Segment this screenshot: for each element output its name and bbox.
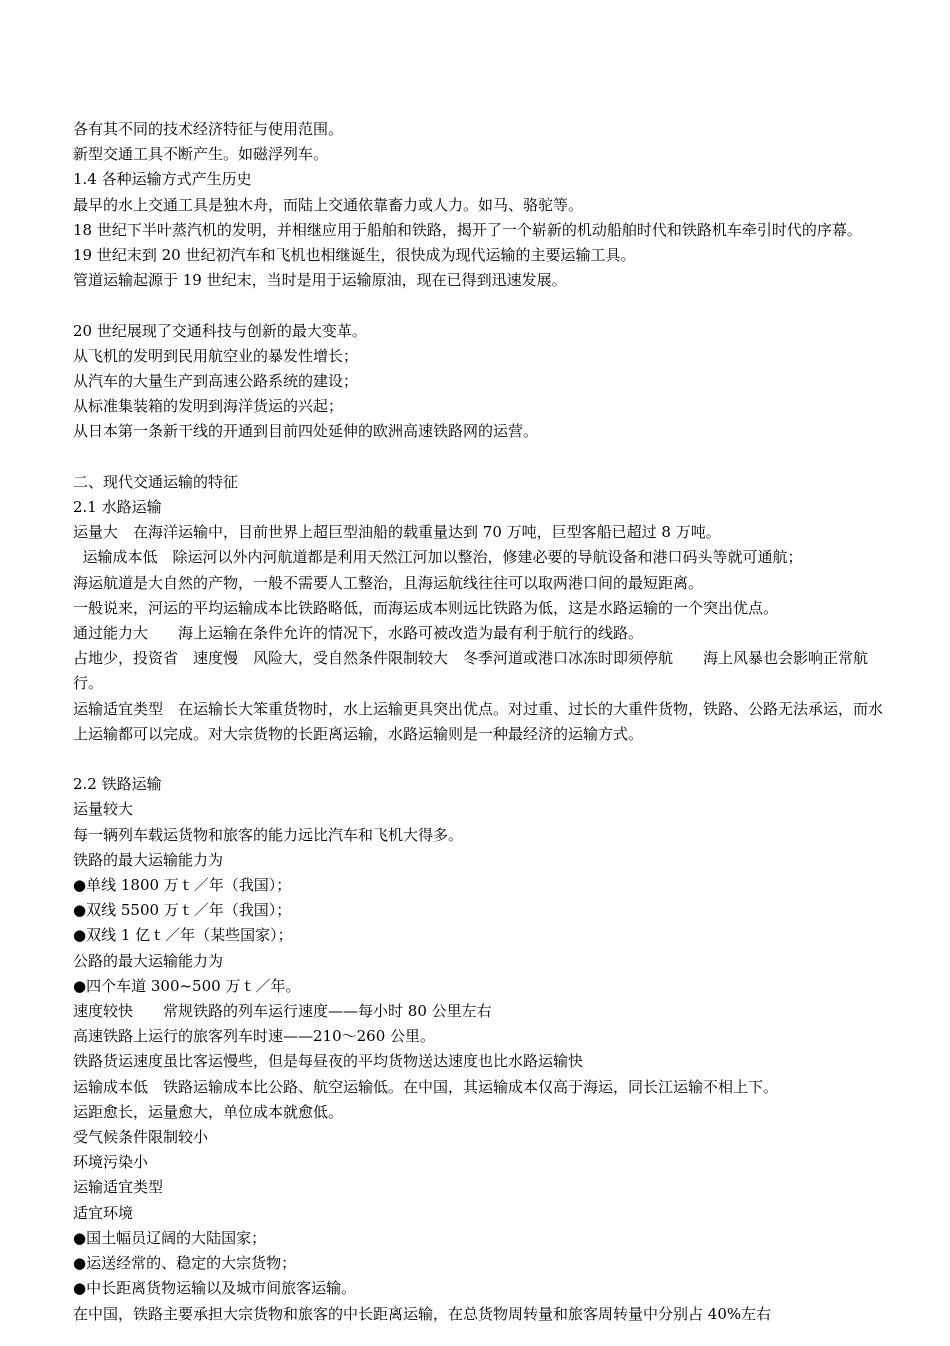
text-line: 公路的最大运输能力为 [73, 951, 224, 970]
text-line: 最早的水上交通工具是独木舟，而陆上交通依靠畜力或人力。如马、骆驼等。 [73, 195, 584, 214]
text-line: 铁路货运速度虽比客运慢些，但是每昼夜的平均货物送达速度也比水路运输快 [73, 1052, 584, 1071]
bullet-item: ●四个车道 300~500 万ｔ／年。 [73, 976, 301, 995]
text-line: 在中国，铁路主要承担大宗货物和旅客的中长距离运输，在总货物周转量和旅客周转量中分别占 40%左右 [73, 1304, 772, 1323]
section-heading: 2.1 水路运输 [73, 498, 162, 517]
text-line: 从汽车的大量生产到高速公路系统的建设； [73, 372, 359, 391]
text-line: 每一辆列车载运货物和旅客的能力远比汽车和飞机大得多。 [73, 825, 464, 844]
text-line: 19 世纪末到 20 世纪初汽车和飞机也相继诞生，很快成为现代运输的主要运输工具。 [73, 246, 636, 265]
text-line: 受气候条件限制较小 [73, 1128, 209, 1147]
section-heading: 1.4 各种运输方式产生历史 [73, 170, 252, 189]
paragraph: 运输适宜类型 在运输长大笨重货物时，水上运输更具突出优点。对过重、过长的大重件货物，铁路、公路无法承运，而水上运输都可以完成。对大宗货物的长距离运输，水路运输则是一种最经济的运输方式。 [73, 699, 884, 743]
text-line: 新型交通工具不断产生。如磁浮列车。 [73, 145, 329, 164]
blank-line [73, 747, 888, 772]
text-line: 运输适宜类型 [73, 1178, 164, 1197]
text-line: 运输成本低 除运河以外内河航道都是利用天然江河加以整治，修建必要的导航设备和港口码头等就可通航； [73, 548, 803, 567]
paragraph: 占地少，投资省 速度慢 风险大，受自然条件限制较大 冬季河道或港口冰冻时即须停航 海上风暴也会影响正常航行。 [73, 649, 869, 693]
text-line: 各有其不同的技术经济特征与使用范围。 [73, 120, 344, 138]
text-line: 一般说来，河运的平均运输成本比铁路略低，而海运成本则远比铁路为低，这是水路运输的一个突出优点。 [73, 598, 779, 617]
blank-line [73, 445, 888, 470]
text-line: 运输成本低 铁路运输成本比公路、航空运输低。在中国，其运输成本仅高于海运，同长江运输不相上下。 [73, 1077, 779, 1096]
text-line: 运距愈长，运量愈大，单位成本就愈低。 [73, 1102, 344, 1121]
text-line: 运量较大 [73, 800, 134, 819]
text-line: 管道运输起源于 19 世纪末，当时是用于运输原油，现在已得到迅速发展。 [73, 271, 567, 290]
chapter-heading: 二、现代交通运输的特征 [73, 472, 239, 491]
blank-line [73, 293, 888, 318]
bullet-item: ●国土幅员辽阔的大陆国家； [73, 1228, 267, 1247]
text-line: 高速铁路上运行的旅客列车时速——210～260 公里。 [73, 1027, 436, 1046]
text-line: 铁路的最大运输能力为 [73, 850, 224, 869]
text-line: 速度较快 常规铁路的列车运行速度——每小时 80 公里左右 [73, 1002, 492, 1021]
text-line: 20 世纪展现了交通科技与创新的最大变革。 [73, 321, 367, 340]
bullet-item: ●双线 5500 万ｔ／年（我国）； [73, 901, 292, 920]
bullet-item: ●单线 1800 万ｔ／年（我国）； [73, 876, 292, 895]
paragraph: 18 世纪下半叶蒸汽机的发明，并相继应用于船舶和铁路，揭开了一个崭新的机动船舶时代和铁路机车牵引时代的序幕。 [73, 220, 862, 239]
text-line: 适宜环境 [73, 1203, 134, 1222]
text-line: 从飞机的发明到民用航空业的暴发性增长； [73, 346, 359, 365]
section-heading: 2.2 铁路运输 [73, 775, 162, 794]
bullet-item: ●中长距离货物运输以及城市间旅客运输。 [73, 1279, 357, 1298]
bullet-item: ●双线 1 亿ｔ／年（某些国家）； [73, 926, 293, 945]
document-body [73, 117, 888, 1327]
bullet-item: ●运送经常的、稳定的大宗货物； [73, 1254, 297, 1273]
text-line: 从标准集装箱的发明到海洋货运的兴起； [73, 397, 344, 416]
text-line: 通过能力大 海上运输在条件允许的情况下，水路可被改造为最有利于航行的线路。 [73, 624, 644, 643]
text-line: 环境污染小 [73, 1153, 149, 1172]
text-line: 运量大 在海洋运输中，目前世界上超巨型油船的载重量达到 70 万吨，巨型客船已超过 8 万吨。 [73, 523, 721, 542]
text-line: 从日本第一条新干线的开通到目前四处延伸的欧洲高速铁路网的运营。 [73, 422, 539, 441]
text-line: 海运航道是大自然的产物，一般不需要人工整治，且海运航线往往可以取两港口间的最短距离。 [73, 573, 704, 592]
